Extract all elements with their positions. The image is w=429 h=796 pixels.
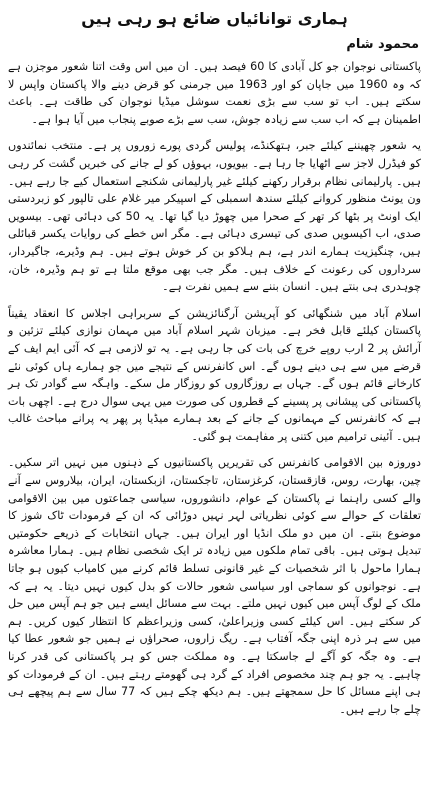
paragraph-1: پاکستانی نوجوان جو کل آبادی کا 60 فیصد ہیں۔ ان میں اس وقت اتنا شعور موجزن ہے کہ وہ 1960 میں جاپان کو اور 1963 میں جرمنی کو قرض دینے والا پاکستان واپس لا سکتے ہیں۔ اب تو سب سے بڑی نعمت سوشل میڈیا نوجوان کی طاقت ہے۔ باعث اطمینان ہے کہ اب سب سے زیادہ جوش، سب سے بڑے صوبے پنجاب میں آیا ہوا ہے۔	[8, 60, 422, 126]
paragraph-2: یہ شعور چھیننے کیلئے جبر، ہتھکنڈے، پولیس گردی پورے زوروں پر ہے۔ منتخب نمائندوں کو فیڈرل لاجز سے اٹھایا جا رہا ہے۔ بیویوں، بہوؤں کو لے جانے کی خبریں گشت کر رہی ہیں۔ پارلیمانی نظام برقرار رکھنے کیلئے غیر پارلیمانی شکنجے استعمال کیے جا رہے ہیں۔ ون یونٹ منظور کروانے کیلئے سندھ اسمبلی کے اسپیکر میر غلام علی تالپور کو زبردستی ایک اونٹ پر بٹھا کر تھر کے صحرا میں چھوڑ دیا گیا تھا۔ یہ 50 کی دہائی تھی۔ بیسویں صدی، اب اکیسویں صدی کی تیسری دہائی ہے۔ مگر اس خطے کی روایات یکسر قبائلی ہیں، چنگیزیت ہمارے اندر ہے، ہم ہلاکو بن کر خوش ہوتے ہیں۔ ہم وڈیرے، جاگیردار، سرداروں کی رعونت کے خلاف ہیں۔ مگر جب بھی موقع ملتا ہے تو ہم وڈیرہ، خان، چوہدری ہی بنتے ہیں۔ انسان بننے سے ہمیں نفرت ہے۔	[8, 139, 421, 294]
paragraph-4: دوروزہ بین الاقوامی کانفرنس کی تقریریں پاکستانیوں کے ذہنوں میں نہیں اتر سکیں۔ چین، بھارت، روس، قازقستان، کرغزستان، تاجکستان، ازبکستان، ایران، بیلاروس سے آنے والے کسی راہنما نے پاکستان کے عوام، دانشوروں، سیاسی جماعتوں میں بین الاقوامی تعلقات کے حوالے سے کوئی نظریاتی لہر نہیں دوڑائی کہ ان کے فرمودات ٹاک شوز کا موضوع بنتے۔ ان میں دو ملک انڈیا اور ایران ہیں۔ جہاں انتخابات کے ذریعے حکومتیں تبدیل ہوتی ہیں۔ باقی تمام ملکوں میں زیادہ تر ایک شخصی نظام ہیں۔ ہمارا معاشرہ ہمارا ماحول با اثر شخصیات کے غیر قانونی تسلط قائم کرنے میں کامیاب کیوں ہو جاتا ہے۔ نوجوانوں کو سماجی اور سیاسی شعور حالات کو بدل کیوں نہیں دیتا۔ یہ ہے کہ ملک کے لوگ آپس میں کیوں نہیں ملتے۔ بہت سے مسائل ایسے ہیں جو ہم آپس میں حل کر سکتے ہیں۔ اس کیلئے کسی وزیراعلیٰ، کسی وزیراعظم کا انتظار کیوں کریں۔ ہم میں سے ہر ذرہ اپنی جگہ آفتاب ہے۔ ریگ زاروں، صحراؤں نے ہمیں جو شعور عطا کیا ہے۔ وہ جگہ کو آگے لے جاسکتا ہے۔ وہ مملکت جس کو ہر پاکستانی کی قدر کرنا چاہیے۔ یہ جو ہم چند مخصوص افراد کے گرد ہی گھومتے رہتے ہیں۔ ان کے فرمودات کو ہی اپنے مسائل کا حل سمجھتے ہیں۔ ہم دیکھ چکے ہیں کہ 77 سال سے ہم پیچھے ہی چلے جا رہے ہیں۔	[8, 456, 421, 716]
author-name: محمود شام	[346, 37, 419, 52]
paragraph-3: اسلام آباد میں شنگھائی کو آپریشن آرگنائزیشن کے سربراہی اجلاس کا انعقاد یقیناً پاکستان کیلئے قابل فخر ہے۔ میزبان شہر اسلام آباد میں مہمان نوازی کیلئے تزئین و آرائش پر 2 ارب روپے خرچ کی بات کی جا رہی ہے۔ یہ تو لازمی ہے کہ آئی ایم ایف کے قرضے میں سے ہی دینے ہوں گے۔ اس کانفرنس کے نتیجے میں جو ہمارے ہاں کوئی نئے کارخانے قائم ہوں گے۔ جہاں بے روزگاروں کو روزگار مل سکے۔ واہگہ سے گوادر تک ہر پاکستانی کی پیشانی پر پسینے کے قطروں کی صورت میں یہی سوال درج ہے۔ اچھی بات ہے کہ کانفرنس کے مہمانوں کے جانے کے بعد ہمارے میڈیا پر پھر یہ پرانے مباحث غالب ہیں۔ آئینی ترامیم میں کتنی پر مفاہمت ہو گئی۔	[8, 306, 421, 443]
article-title: ہماری توانائیاں ضائع ہو رہی ہیں	[81, 9, 348, 28]
